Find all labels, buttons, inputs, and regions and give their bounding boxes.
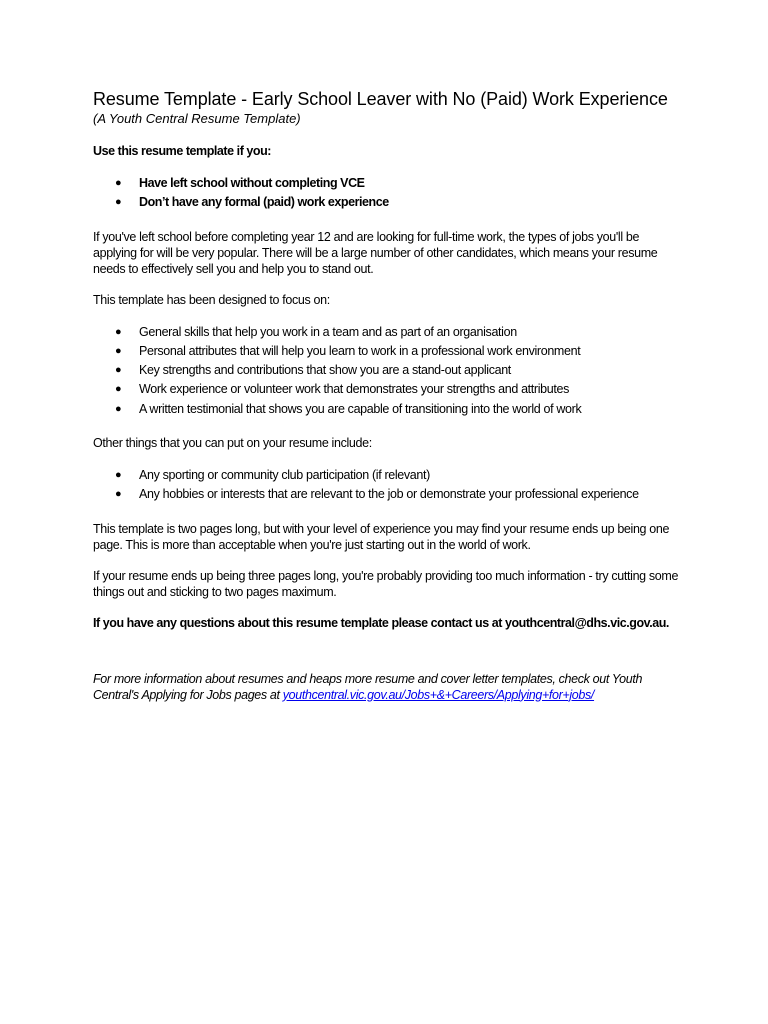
other-list [93, 466, 683, 505]
length-paragraph: This template is two pages long, but with your level of experience you may find your resume ends up being one page. This is more than acceptable when you're just starting out in the world of work. [93, 521, 670, 552]
more-info-paragraph [93, 671, 683, 703]
list-item: ● Key strengths and contributions that show you are a stand-out applicant [93, 361, 683, 380]
document-subtitle: (A Youth Central Resume Template) [93, 111, 301, 126]
list-item: ● Personal attributes that will help you learn to work in a professional work environment [93, 342, 683, 361]
questions-paragraph: If you have any questions about this resume template please contact us at youthcentral@dhs.vic.gov.au. [93, 615, 669, 630]
list-item: ● A written testimonial that shows you are capable of transitioning into the world of work [93, 400, 683, 419]
document-page [93, 88, 683, 718]
list-item: ● Work experience or volunteer work that demonstrates your strengths and attributes [93, 380, 683, 399]
bullet-icon: ● [115, 344, 122, 357]
list-item: ● General skills that help you work in a team and as part of an organisation [93, 323, 683, 342]
bullet-icon: ● [115, 402, 122, 415]
applying-for-jobs-link[interactable]: youthcentral.vic.gov.au/Jobs+&+Careers/Applying+for+jobs/ [282, 687, 595, 702]
intro-paragraph: If you've left school before completing year 12 and are looking for full-time work, the types of jobs you'll be applying for will be very popular. There will be a large number of other candidates, which means your resume needs to effectively sell you and help you to stand out. [93, 229, 658, 276]
bullet-icon: ● [115, 177, 122, 189]
document-title: Resume Template - Early School Leaver with No (Paid) Work Experience [93, 89, 668, 109]
bullet-icon: ● [115, 488, 122, 501]
bullet-icon: ● [115, 364, 122, 377]
bullet-icon: ● [115, 469, 122, 482]
list-item: ● Any hobbies or interests that are relevant to the job or demonstrate your professional experience [93, 485, 683, 504]
use-list [93, 174, 683, 213]
use-heading: Use this resume template if you: [93, 144, 272, 158]
focus-heading: This template has been designed to focus on: [93, 292, 330, 307]
focus-list [93, 323, 683, 419]
list-item: ● Don’t have any formal (paid) work experience [93, 193, 683, 212]
list-item: ● Have left school without completing VCE [93, 174, 683, 193]
bullet-icon: ● [115, 383, 122, 396]
bullet-icon: ● [115, 196, 122, 209]
list-item: ● Any sporting or community club participation (if relevant) [93, 466, 683, 485]
more-info-text: For more information about resumes and heaps more resume and cover letter templates, check out Youth Central's Applying for Jobs pages at [93, 671, 643, 702]
bullet-icon: ● [115, 325, 122, 338]
other-heading: Other things that you can put on your resume include: [93, 436, 372, 451]
three-pages-paragraph: If your resume ends up being three pages long, you're probably providing too much information - try cutting some things out and sticking to two pages maximum. [93, 568, 679, 599]
